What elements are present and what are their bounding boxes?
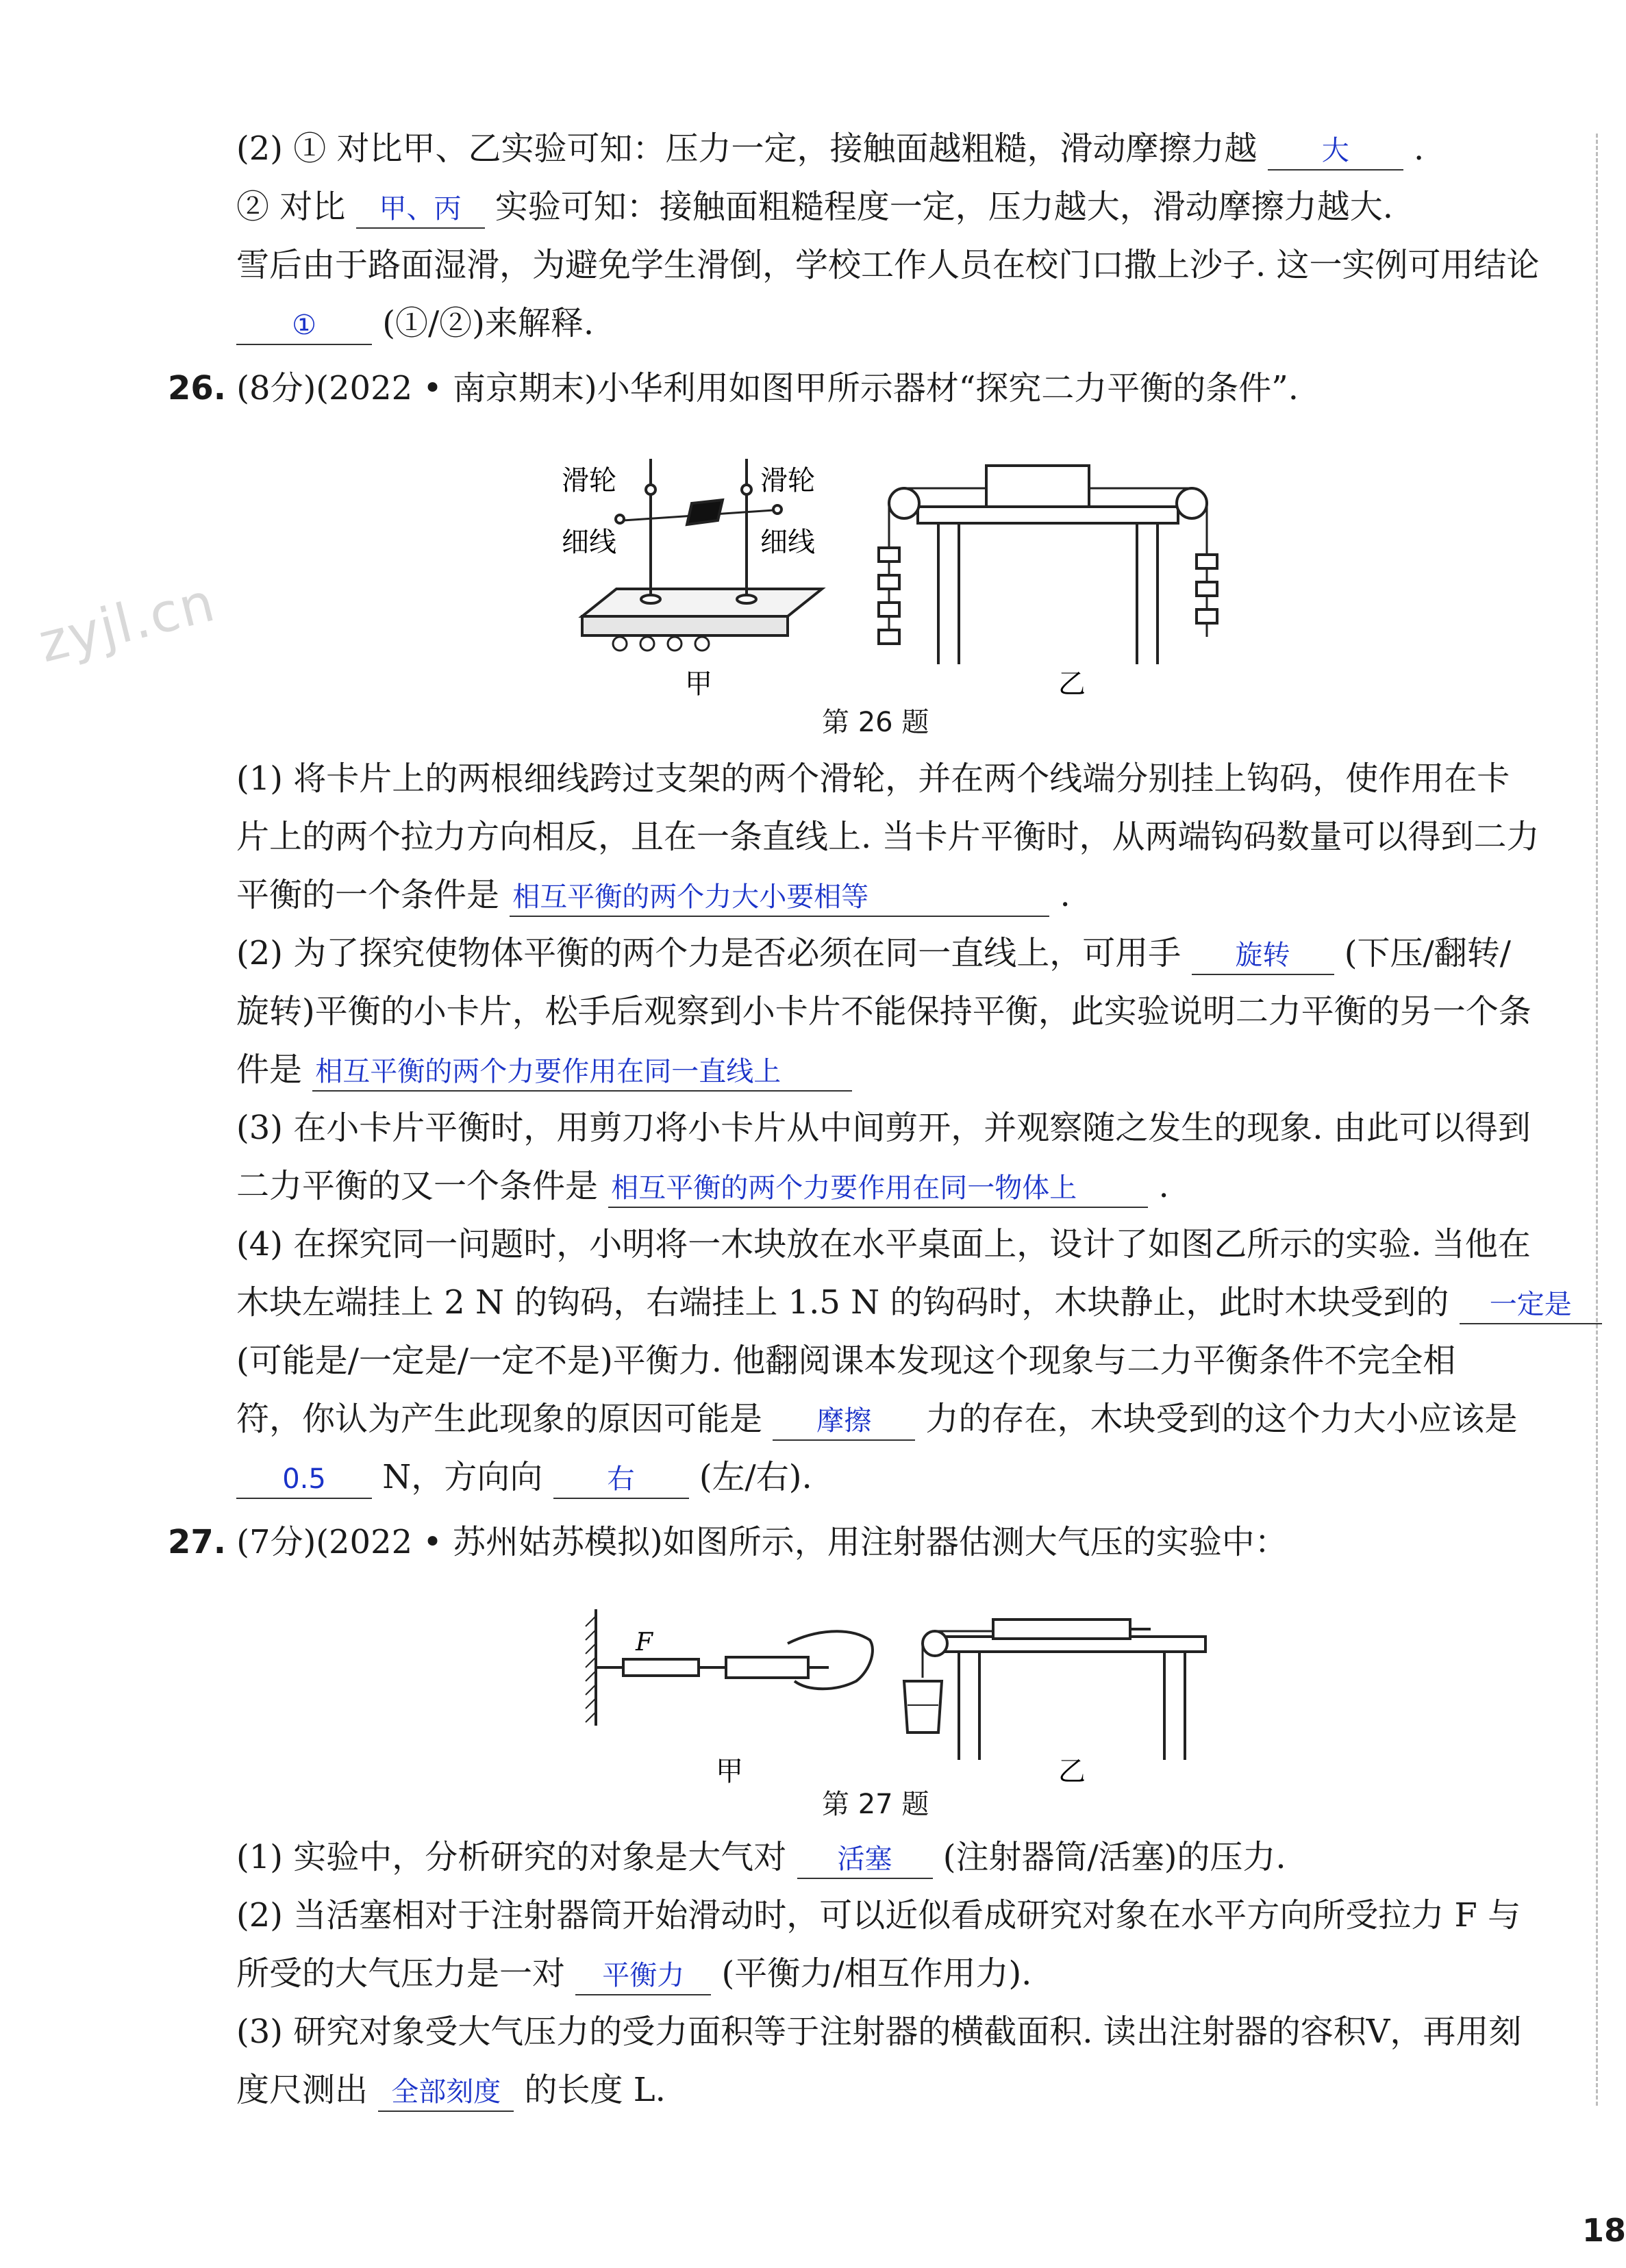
label-jia: 甲 — [685, 668, 712, 700]
q26-p4-text5a: N，方向向 — [382, 1458, 543, 1496]
q27-p3-line2 — [236, 2068, 666, 2112]
q26-p2-answer2: 相互平衡的两个力要作用在同一直线上 — [312, 1053, 852, 1092]
q26-p4-line2 — [236, 1281, 1602, 1324]
q26-p4-text2: 木块左端挂上 2 N 的钩码，右端挂上 1.5 N 的钩码时，木块静止，此时木块受到的 — [236, 1283, 1449, 1322]
q26-p3-line1: (3) 在小卡片平衡时，用剪刀将小卡片从中间剪开，并观察随之发生的现象. 由此可以得到 — [236, 1109, 1531, 1147]
q25-text-1a: (2) ① 对比甲、乙实验可知：压力一定，接触面越粗糙，滑动摩擦力越 — [236, 129, 1258, 168]
apparatus-jia — [586, 1609, 873, 1726]
label-jia: 甲 — [716, 1756, 743, 1787]
label-string-right: 细线 — [760, 527, 815, 558]
q26-p4-line5 — [236, 1455, 812, 1499]
q26-p4-line1: (4) 在探究同一问题时，小明将一木块放在水平桌面上，设计了如图乙所示的实验. 当他在 — [236, 1225, 1531, 1263]
q25-answer-3: ① — [236, 307, 372, 345]
q26-stem-line — [168, 366, 1299, 410]
q25-answer-1: 大 — [1268, 132, 1403, 171]
q26-p4-line3: (可能是/一定是/一定不是)平衡力. 他翻阅课本发现这个现象与二力平衡条件不完全相 — [236, 1341, 1456, 1380]
q25-line-1 — [236, 127, 1424, 171]
watermark: zyjl.cn — [32, 571, 222, 675]
q26-number: 26. — [168, 369, 227, 407]
q27-figure — [582, 1589, 1212, 1787]
label-yi: 乙 — [1058, 1756, 1086, 1787]
q27-p2-text: 所受的大气压力是一对 — [236, 1954, 566, 1993]
q26-p4-text4a: 符，你认为产生此现象的原因可能是 — [236, 1400, 763, 1438]
q26-p1-line3 — [236, 873, 1071, 917]
q26-p3-answer: 相互平衡的两个力要作用在同一物体上 — [608, 1170, 1148, 1208]
q26-p4-answer4: 右 — [553, 1461, 689, 1499]
q27-p1-answer: 活塞 — [797, 1841, 933, 1879]
q26-p1-answer: 相互平衡的两个力大小要相等 — [510, 879, 1049, 917]
q27-caption: 第 27 题 — [822, 1789, 929, 1820]
q25-line-4 — [236, 301, 594, 345]
q27-p1-line — [236, 1835, 1286, 1879]
q27-p3-end: 的长度 L. — [524, 2071, 666, 2109]
q26-p3-end: . — [1158, 1167, 1169, 1205]
q27-p2-answer: 平衡力 — [575, 1957, 711, 1995]
q26-p4-answer3: 0.5 — [236, 1461, 372, 1499]
q26-p4-text4b: 力的存在，木块受到的这个力大小应该是 — [925, 1400, 1518, 1438]
q27-p2-line1: (2) 当活塞相对于注射器筒开始滑动时，可以近似看成研究对象在水平方向所受拉力 F 与 — [236, 1896, 1521, 1935]
q25-text-1b: . — [1414, 129, 1425, 168]
q26-stem: (8分)(2022 • 南京期末)小华利用如图甲所示器材“探究二力平衡的条件”. — [236, 369, 1299, 407]
q27-p3-line1: (3) 研究对象受大气压力的受力面积等于注射器的横截面积. 读出注射器的容积V，再用刻 — [236, 2013, 1522, 2051]
q26-p1-end: . — [1060, 876, 1071, 914]
q26-p1-line2: 片上的两个拉力方向相反，且在一条直线上. 当卡片平衡时，从两端钩码数量可以得到二力 — [236, 818, 1540, 856]
q26-p4-answer2: 摩擦 — [773, 1402, 915, 1441]
q25-line-2 — [236, 185, 1393, 229]
label-force: F — [636, 1628, 653, 1656]
label-string-left: 细线 — [562, 527, 616, 558]
q26-p4-line4 — [236, 1397, 1518, 1441]
q26-p3-line2 — [236, 1164, 1169, 1208]
q26-p1-text: 平衡的一个条件是 — [236, 876, 500, 914]
q26-p2-line2: 旋转)平衡的小卡片，松手后观察到小卡片不能保持平衡，此实验说明二力平衡的另一个条 — [236, 992, 1531, 1031]
q25-text-2b: 实验可知：接触面粗糙程度一定，压力越大，滑动摩擦力越大. — [495, 188, 1394, 226]
page-number: 18 — [1582, 2212, 1626, 2249]
q27-p1-end: (注射器筒/活塞)的压力. — [942, 1838, 1286, 1876]
label-pulley-right: 滑轮 — [760, 465, 815, 496]
label-pulley-left: 滑轮 — [562, 465, 616, 496]
q25-line-3: 雪后由于路面湿滑，为避免学生滑倒，学校工作人员在校门口撒上沙子. 这一实例可用结论 — [236, 246, 1540, 284]
q27-number: 27. — [168, 1523, 227, 1561]
q26-p2-line3 — [236, 1048, 852, 1092]
q26-p4-answer1: 一定是 — [1460, 1286, 1602, 1324]
q26-p2-text3: 件是 — [236, 1050, 303, 1089]
label-yi: 乙 — [1058, 668, 1086, 700]
q25-text-2a: ② 对比 — [236, 188, 346, 226]
q25-text-4b: (①/②)来解释. — [382, 304, 595, 342]
q27-p3-text: 度尺测出 — [236, 2071, 368, 2109]
q25-answer-2: 甲、丙 — [356, 190, 485, 229]
q26-figure — [562, 438, 1247, 705]
margin-dashed-line — [1596, 134, 1598, 2106]
q26-p2-text1: (2) 为了探究使物体平衡的两个力是否必须在同一直线上，可用手 — [236, 934, 1181, 972]
q27-p1-text: (1) 实验中，分析研究的对象是大气对 — [236, 1838, 787, 1876]
q26-p4-text5b: (左/右). — [699, 1458, 812, 1496]
q26-p2-answer1: 旋转 — [1192, 937, 1334, 975]
apparatus-yi — [904, 1620, 1205, 1760]
q27-stem: (7分)(2022 • 苏州姑苏模拟)如图所示，用注射器估测大气压的实验中： — [236, 1523, 1288, 1561]
q26-p1-line1: (1) 将卡片上的两根细线跨过支架的两个滑轮，并在两个线端分别挂上钩码，使作用在卡 — [236, 759, 1510, 798]
q27-p2-line2 — [236, 1952, 1031, 1995]
q27-p3-answer: 全部刻度 — [378, 2074, 514, 2112]
q27-stem-line — [168, 1520, 1288, 1564]
q26-p2-line1 — [236, 931, 1511, 975]
q26-p3-text: 二力平衡的又一个条件是 — [236, 1167, 599, 1205]
apparatus-yi — [879, 466, 1217, 664]
q27-p2-end: (平衡力/相互作用力). — [721, 1954, 1032, 1993]
q26-p2-text1b: (下压/翻转/ — [1344, 934, 1511, 972]
q26-caption: 第 26 题 — [822, 707, 929, 738]
